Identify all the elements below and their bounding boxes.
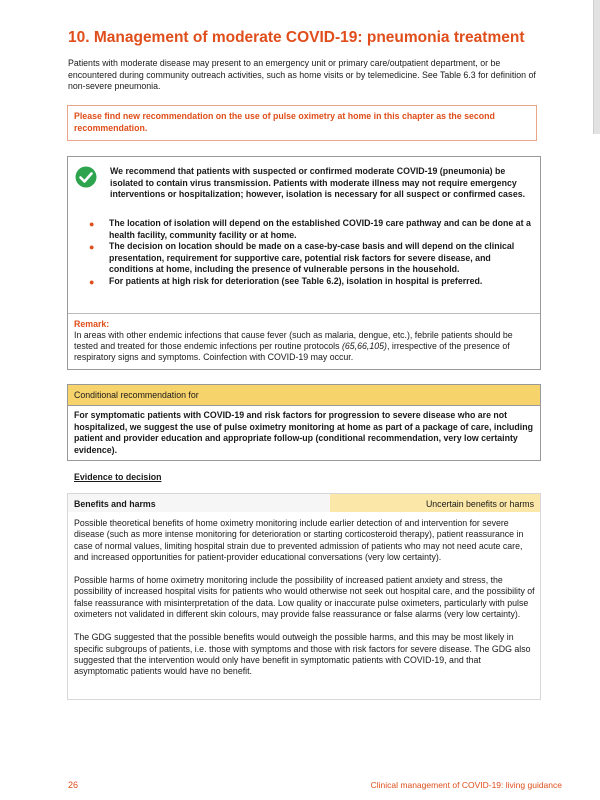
conditional-recommendation-box — [67, 384, 541, 461]
list-item — [82, 218, 534, 241]
footer-document-title: Clinical management of COVID-19: living guidance — [370, 780, 562, 790]
bullet-icon: ● — [89, 219, 95, 229]
bullet-text: For patients at high risk for deterioration (see Table 6.2), isolation in hospital is preferred. — [109, 275, 483, 286]
list-item — [82, 241, 534, 276]
evidence-body — [74, 518, 536, 690]
remark-section — [68, 313, 540, 363]
check-circle-icon — [75, 166, 97, 188]
page-number: 26 — [68, 780, 79, 790]
evidence-table — [67, 493, 541, 700]
benefits-harms-label: Benefits and harms — [68, 494, 330, 512]
remark-text-end: , irrespective of the presence of respiratory signs and symptoms. Coinfection with COVID-19 may occur. — [74, 341, 510, 362]
remark-text-start: In areas with other endemic infections that cause fever (such as malaria, dengue, etc.), febrile patients should be tested and treated for those endemic infections per routine protocols — [74, 330, 513, 351]
recommendation-text: We recommend that patients with suspected or confirmed moderate COVID-19 (pneumonia) be isolated to contain virus transmission. Patients with moderate illness may not require emergency interventions or hospitalization; however, isolation is necessary for all suspect or confirmed cases. — [110, 166, 526, 199]
page-edge-scrollbar[interactable] — [593, 0, 600, 134]
bullet-icon: ● — [89, 242, 95, 252]
conditional-header: Conditional recommendation for — [68, 385, 540, 406]
remark-title: Remark: — [74, 319, 110, 329]
evidence-paragraph: Possible harms of home oximetry monitoring include the possibility of increased patient anxiety and stress, the possibility of increased hospital visits for patients who would otherwise not seek out hospital care, and the possibility of false reassurance with misinterpretation of the data. Low quality or inaccurate pulse oximeters, particularly with pulse oximeters not validated in different skin colours, may provide false reassurance or false alarms (very low certainty). — [74, 575, 535, 620]
evidence-heading: Evidence to decision — [74, 472, 162, 482]
bullet-icon: ● — [89, 276, 95, 287]
evidence-header-row — [68, 494, 540, 512]
evidence-paragraph: Possible theoretical benefits of home oximetry monitoring include earlier detection of and intervention for severe disease (such as more intense monitoring for deterioration or starting corticosteroid therapy), patient reassurance in case of normal values, limiting hospital strain due to prevented admission of patients who may not need acute care, and increased opportunities for patient-provider educational conversations (very low certainty). — [74, 518, 524, 562]
recommendation-box — [67, 156, 541, 370]
recommendation-bullets — [82, 218, 534, 287]
remark-text — [74, 330, 534, 363]
remark-references: (65,66,105) — [341, 341, 387, 351]
new-recommendation-notice: Please find new recommendation on the use of pulse oximetry at home in this chapter as the second recommendation. — [67, 105, 537, 141]
page-title: 10. Management of moderate COVID-19: pneumonia treatment — [68, 29, 525, 46]
conditional-text: For symptomatic patients with COVID-19 and risk factors for progression to severe disease who are not hospitalized, we suggest the use of pulse oximetry monitoring at home as part of a package of care, including patient and provider education and appropriate follow-up (conditional recommendation, very low certainty evidence). — [74, 410, 533, 455]
list-item — [82, 276, 534, 288]
uncertain-label: Uncertain benefits or harms — [330, 494, 540, 512]
evidence-paragraph: The GDG suggested that the possible benefits would outweigh the possible harms, and this may be most likely in specific subgroups of patients, i.e. those with symptoms and those with risk factors for severe disease. The GDG also suggested that the intervention would only have benefit in symptomatic patients with COVID-19, and that asymptomatic patients would have no benefit. — [74, 632, 531, 677]
bullet-text: The decision on location should be made on a case-by-case basis and will depend on the clinical presentation, requirement for supportive care, potential risk factors for severe disease, and conditions at home, including the presence of vulnerable persons in the household. — [109, 241, 515, 274]
intro-paragraph: Patients with moderate disease may present to an emergency unit or primary care/outpatient department, or be encountered during community outreach activities, such as home visits or by telemedicine. See Table 6.3 for definition of non-severe pneumonia. — [68, 58, 536, 91]
bullet-text: The location of isolation will depend on the established COVID-19 care pathway and can be done at a health facility, community facility or at home. — [109, 218, 531, 240]
